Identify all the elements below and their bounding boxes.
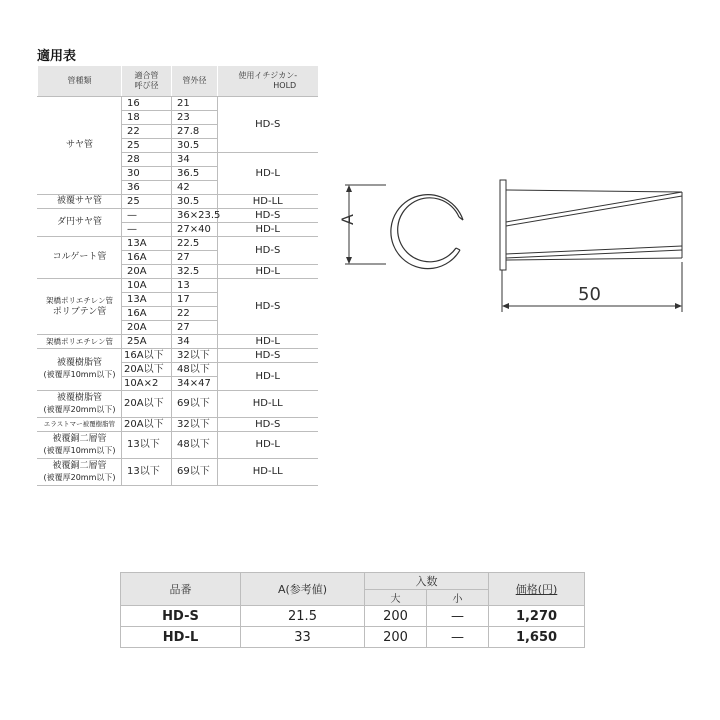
kind-line2: (被覆厚20mm以下) (43, 405, 116, 414)
kind-cell: ダ円サヤ管 (38, 209, 122, 237)
header-part: 品番 (121, 573, 241, 606)
table-row (38, 209, 318, 223)
table-row (38, 459, 318, 486)
kind-line1: 架橋ポリエチレン管 (45, 296, 113, 305)
kind-line1: 被覆銅二層管 (52, 461, 107, 471)
nominal-cell: 20A以下 (122, 363, 172, 377)
table-row (38, 279, 318, 293)
kind-cell: エラストマー被覆樹脂管 (38, 418, 122, 432)
outer-cell: 27.8 (172, 125, 218, 139)
kind-line2: (被覆厚20mm以下) (43, 473, 116, 482)
outer-cell: 23 (172, 111, 218, 125)
kind-cell (38, 459, 122, 486)
hold-cell: HD-L (218, 153, 318, 195)
side-view (500, 180, 682, 270)
nominal-cell: 20A以下 (122, 418, 172, 432)
nominal-cell: 25 (122, 139, 172, 153)
large-cell: 200 (365, 627, 427, 648)
nominal-cell: 13A (122, 293, 172, 307)
header-nominal (122, 66, 172, 97)
hold-cell: HD-L (218, 432, 318, 459)
table-row (38, 97, 318, 111)
outer-cell: 27×40 (172, 223, 218, 237)
kind-cell: 被覆サヤ管 (38, 195, 122, 209)
outer-cell: 32以下 (172, 418, 218, 432)
header-a: A(参考値) (241, 573, 365, 606)
hold-cell: HD-L (218, 265, 318, 279)
hold-cell: HD-LL (218, 391, 318, 418)
large-cell: 200 (365, 606, 427, 627)
outer-cell: 48以下 (172, 363, 218, 377)
kind-cell (38, 432, 122, 459)
kind-cell: コルゲート管 (38, 237, 122, 279)
outer-cell: 22.5 (172, 237, 218, 251)
outer-cell: 30.5 (172, 195, 218, 209)
nominal-cell: — (122, 209, 172, 223)
hold-cell: HD-S (218, 209, 318, 223)
a-cell: 33 (241, 627, 365, 648)
nominal-cell: 16A (122, 307, 172, 321)
kind-line1: 被覆樹脂管 (56, 358, 102, 368)
product-drawing (330, 170, 700, 320)
table-row (38, 349, 318, 363)
nominal-cell: 30 (122, 167, 172, 181)
outer-cell: 30.5 (172, 139, 218, 153)
nominal-cell: — (122, 223, 172, 237)
table-row (121, 627, 585, 648)
nominal-cell: 22 (122, 125, 172, 139)
hold-cell: HD-S (218, 349, 318, 363)
kind-line2: (被覆厚10mm以下) (43, 370, 116, 379)
kind-cell: 架橋ポリエチレン管 (38, 335, 122, 349)
kind-cell (38, 279, 122, 335)
small-cell: — (427, 627, 489, 648)
kind-line2: ポリブテン管 (52, 307, 107, 317)
outer-cell: 13 (172, 279, 218, 293)
table-row (38, 432, 318, 459)
outer-cell: 34 (172, 335, 218, 349)
outer-cell: 21 (172, 97, 218, 111)
dimension-a-label: A (338, 214, 357, 225)
header-qty: 入数 (365, 573, 489, 590)
kind-cell: サヤ管 (38, 97, 122, 195)
table-row (38, 237, 318, 251)
hold-cell: HD-LL (218, 195, 318, 209)
kind-line1: 被覆樹脂管 (56, 393, 102, 403)
nominal-cell: 13以下 (122, 459, 172, 486)
outer-cell: 36×23.5 (172, 209, 218, 223)
hold-cell: HD-L (218, 363, 318, 391)
kind-line1: 被覆銅二層管 (52, 434, 107, 444)
header-outer: 管外径 (172, 66, 218, 97)
a-cell: 21.5 (241, 606, 365, 627)
price-table (120, 572, 585, 648)
outer-cell: 69以下 (172, 391, 218, 418)
header-large: 大 (365, 590, 427, 606)
table-row (38, 391, 318, 418)
header-nominal-line1: 適合管 (134, 71, 159, 80)
hold-cell: HD-S (218, 279, 318, 335)
nominal-cell: 25 (122, 195, 172, 209)
outer-cell: 34×47 (172, 377, 218, 391)
price-cell: 1,650 (489, 627, 585, 648)
outer-cell: 34 (172, 153, 218, 167)
table-row (38, 195, 318, 209)
table-row (38, 335, 318, 349)
outer-cell: 48以下 (172, 432, 218, 459)
nominal-cell: 25A (122, 335, 172, 349)
nominal-cell: 20A (122, 265, 172, 279)
page-title: 適用表 (37, 49, 77, 64)
hold-cell: HD-L (218, 335, 318, 349)
header-kind: 管種類 (38, 66, 122, 97)
outer-cell: 27 (172, 321, 218, 335)
hold-cell: HD-S (218, 418, 318, 432)
header-hold (218, 66, 318, 97)
table-row (121, 606, 585, 627)
outer-cell: 36.5 (172, 167, 218, 181)
nominal-cell: 13A (122, 237, 172, 251)
outer-cell: 22 (172, 307, 218, 321)
ring-end-view (391, 195, 463, 269)
kind-cell (38, 349, 122, 391)
nominal-cell: 13以下 (122, 432, 172, 459)
hold-cell: HD-LL (218, 459, 318, 486)
application-table (37, 66, 318, 486)
outer-cell: 32.5 (172, 265, 218, 279)
header-price: 価格(円) (489, 573, 585, 606)
kind-cell (38, 391, 122, 418)
hold-cell: HD-S (218, 237, 318, 265)
price-cell: 1,270 (489, 606, 585, 627)
outer-cell: 42 (172, 181, 218, 195)
nominal-cell: 28 (122, 153, 172, 167)
small-cell: — (427, 606, 489, 627)
header-hold-line2: HOLD (273, 81, 297, 90)
part-cell: HD-L (121, 627, 241, 648)
nominal-cell: 16 (122, 97, 172, 111)
nominal-cell: 16A以下 (122, 349, 172, 363)
outer-cell: 17 (172, 293, 218, 307)
outer-cell: 32以下 (172, 349, 218, 363)
kind-line2: (被覆厚10mm以下) (43, 446, 116, 455)
table-row (38, 418, 318, 432)
outer-cell: 27 (172, 251, 218, 265)
nominal-cell: 16A (122, 251, 172, 265)
outer-cell: 69以下 (172, 459, 218, 486)
hold-cell: HD-L (218, 223, 318, 237)
header-hold-line1: 使用イチジカン- (238, 71, 298, 80)
header-small: 小 (427, 590, 489, 606)
table-header (38, 66, 318, 97)
hold-cell: HD-S (218, 97, 318, 153)
price-header (121, 573, 585, 590)
nominal-cell: 10A×2 (122, 377, 172, 391)
header-nominal-line2: 呼び径 (134, 81, 159, 90)
nominal-cell: 10A (122, 279, 172, 293)
part-cell: HD-S (121, 606, 241, 627)
dimension-length-label: 50 (578, 284, 601, 305)
nominal-cell: 20A (122, 321, 172, 335)
nominal-cell: 36 (122, 181, 172, 195)
nominal-cell: 20A以下 (122, 391, 172, 418)
nominal-cell: 18 (122, 111, 172, 125)
